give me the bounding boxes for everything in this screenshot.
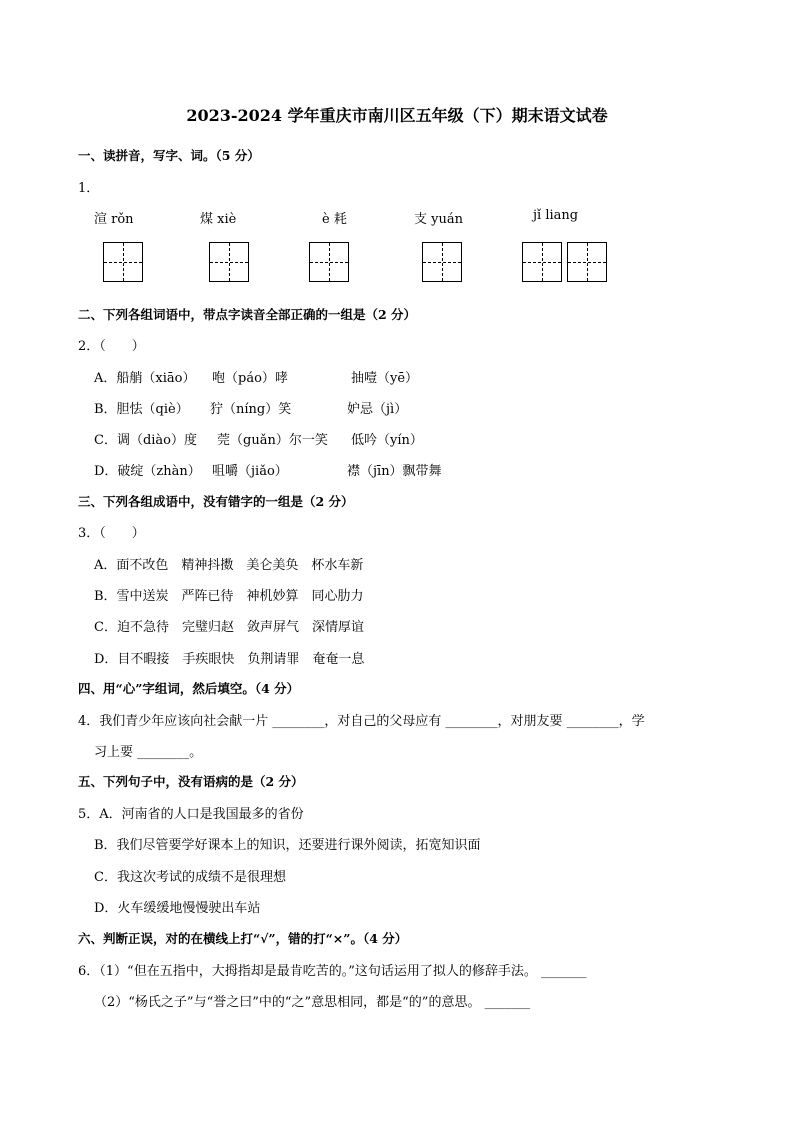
option-a-part-2: 咆（páo）哮: [212, 371, 288, 386]
option-a-part-1: A．船艄（xiāo）: [94, 371, 196, 386]
idiom-option-d: D．目不暇接 手疾眼快 负荆请罪 奄奄一息: [94, 652, 365, 667]
option-d-part-1: D．破绽（zhàn）: [94, 464, 201, 479]
writing-grid-box[interactable]: [567, 242, 607, 282]
option-d-part-2: 咀嚼（jiǎo）: [212, 464, 288, 479]
pinyin-item-3: è 耗: [322, 212, 347, 227]
writing-grid-box[interactable]: [103, 242, 143, 282]
writing-grid-box[interactable]: [309, 242, 349, 282]
question-2-number: 2．（ ）: [78, 339, 145, 354]
option-c-part-1: C．调（diào）度: [94, 433, 198, 448]
page-title: 2023-2024 学年重庆市南川区五年级（下）期末语文试卷: [186, 106, 608, 125]
fill-blank-line-1: 4．我们青少年应该向社会献一片 ________，对自己的父母应有 ________，对朋友要 ________，学: [78, 714, 645, 729]
option-d-part-3: 襟（jīn）飘带舞: [347, 464, 442, 479]
pinyin-item-5: jǐ liang: [533, 208, 579, 223]
question-3-number: 3．（ ）: [78, 526, 145, 541]
option-b-part-2: 狞（níng）笑: [210, 402, 292, 417]
question-1-number: 1．: [78, 181, 100, 196]
section-2-heading: 二、下列各组词语中，带点字读音全部正确的一组是（2 分）: [78, 307, 417, 322]
idiom-option-b: B．雪中送炭 严阵已待 神机妙算 同心肋力: [94, 589, 364, 604]
option-b-part-1: B．胆怯（qiè）: [94, 402, 189, 417]
option-b-part-3: 妒忌（jì）: [347, 402, 408, 417]
section-4-heading: 四、用“心”字组词，然后填空。（4 分）: [78, 681, 300, 696]
idiom-option-c: C．迫不急待 完璧归赵 敛声屏气 深情厚谊: [94, 620, 364, 635]
sentence-option-b: B．我们尽管要学好课本上的知识，还要进行课外阅读，拓宽知识面: [94, 838, 481, 853]
sentence-option-d: D．火车缓缓地慢慢驶出车站: [94, 901, 261, 916]
pinyin-item-2: 煤 xiè: [200, 212, 237, 227]
option-c-part-3: 低吟（yín）: [351, 433, 423, 448]
option-a-part-3: 抽噎（yē）: [351, 371, 419, 386]
section-3-heading: 三、下列各组成语中，没有错字的一组是（2 分）: [78, 494, 354, 509]
sentence-option-a: 5．A．河南省的人口是我国最多的省份: [78, 807, 304, 822]
fill-blank-line-2: 习上要 ________。: [94, 745, 203, 760]
writing-grid-box[interactable]: [422, 242, 462, 282]
pinyin-item-4: 支 yuán: [414, 212, 463, 227]
section-6-heading: 六、判断正误，对的在横线上打“√”，错的打“×”。（4 分）: [78, 931, 408, 946]
sentence-option-c: C．我这次考试的成绩不是很理想: [94, 870, 286, 885]
writing-grid-box[interactable]: [522, 242, 562, 282]
option-c-part-2: 莞（guǎn）尔一笑: [217, 433, 328, 448]
section-5-heading: 五、下列句子中，没有语病的是（2 分）: [78, 774, 304, 789]
judgment-item-2: （2）“杨氏之子”与“誉之曰”中的“之”意思相同，都是“的”的意思。 _______: [94, 995, 531, 1010]
writing-grid-box[interactable]: [209, 242, 249, 282]
idiom-option-a: A．面不改色 精神抖擞 美仑美奂 杯水车新: [94, 558, 364, 573]
pinyin-item-1: 渲 rǒn: [94, 212, 134, 227]
judgment-item-1: 6．（1）“但在五指中，大拇指却是最肯吃苦的。”这句话运用了拟人的修辞手法。 _______: [78, 964, 587, 979]
section-1-heading: 一、读拼音，写字、词。（5 分）: [78, 148, 260, 163]
